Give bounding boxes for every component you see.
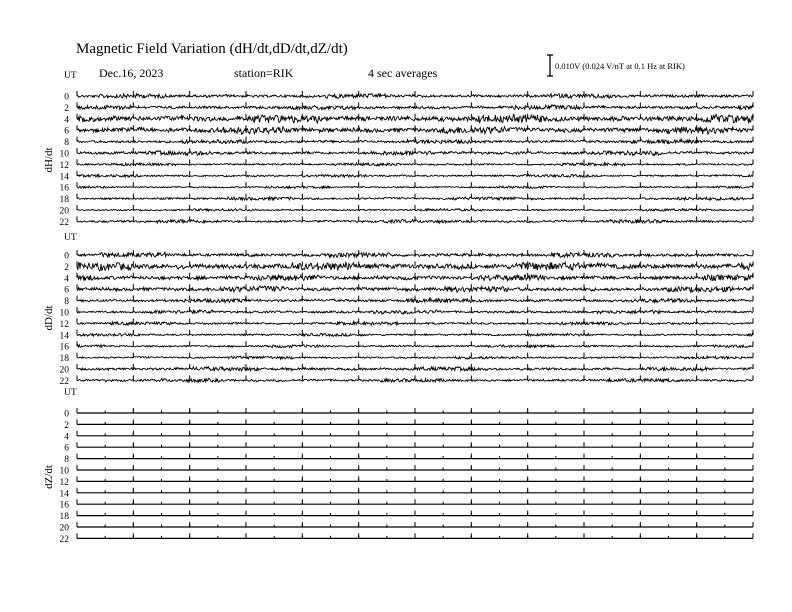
- row-label-4: 4: [64, 115, 69, 126]
- figure-title: Magnetic Field Variation (dH/dt,dD/dt,dZ/dt): [76, 41, 348, 57]
- row-label-16: 16: [59, 500, 69, 511]
- row-label-6: 6: [64, 126, 69, 137]
- scale-bar: [547, 55, 685, 76]
- row-label-2: 2: [64, 103, 69, 114]
- row-label-14: 14: [59, 489, 69, 500]
- row-label-4: 4: [64, 274, 69, 285]
- row-label-20: 20: [59, 206, 69, 217]
- row-label-18: 18: [59, 195, 69, 206]
- panel-dD-dt: [43, 233, 753, 387]
- row-label-12: 12: [59, 319, 69, 330]
- row-label-10: 10: [59, 308, 69, 319]
- row-trace-10: [77, 151, 753, 156]
- row-label-4: 4: [64, 432, 69, 443]
- row-label-2: 2: [64, 262, 69, 273]
- panels: [43, 71, 753, 545]
- row-label-8: 8: [64, 297, 69, 308]
- panel-ylabel: dZ/dt: [43, 465, 55, 489]
- row-label-22: 22: [59, 376, 69, 387]
- row-label-18: 18: [59, 354, 69, 365]
- averaging-label: 4 sec averages: [368, 66, 438, 80]
- row-label-8: 8: [64, 138, 69, 149]
- row-label-0: 0: [64, 409, 69, 420]
- row-label-6: 6: [64, 443, 69, 454]
- row-label-20: 20: [59, 365, 69, 376]
- row-label-20: 20: [59, 523, 69, 534]
- date-label: Dec.16, 2023: [99, 66, 164, 80]
- panel-dZ-dt: [43, 388, 753, 545]
- row-label-0: 0: [64, 251, 69, 262]
- row-label-22: 22: [59, 534, 69, 545]
- row-label-6: 6: [64, 285, 69, 296]
- panel-ylabel: dD/dt: [43, 305, 55, 331]
- row-label-2: 2: [64, 420, 69, 431]
- row-label-14: 14: [59, 172, 69, 183]
- panel-time-label: UT: [64, 233, 77, 243]
- station-label: station=RIK: [234, 66, 294, 80]
- panel-time-label: UT: [64, 388, 77, 398]
- row-label-18: 18: [59, 512, 69, 523]
- row-label-10: 10: [59, 149, 69, 160]
- row-label-12: 12: [59, 160, 69, 171]
- row-label-16: 16: [59, 342, 69, 353]
- panel-dH-dt: [43, 71, 753, 228]
- row-label-10: 10: [59, 466, 69, 477]
- panel-ylabel: dH/dt: [43, 147, 55, 173]
- panel-time-label: UT: [64, 71, 77, 81]
- row-label-14: 14: [59, 331, 69, 342]
- row-label-16: 16: [59, 183, 69, 194]
- row-label-12: 12: [59, 477, 69, 488]
- row-label-22: 22: [59, 217, 69, 228]
- row-label-0: 0: [64, 92, 69, 103]
- row-label-8: 8: [64, 455, 69, 466]
- row-trace-16: [77, 345, 753, 348]
- scale-bar-label: 0.010V (0.024 V/nT at 0.1 Hz at RIK): [555, 61, 685, 71]
